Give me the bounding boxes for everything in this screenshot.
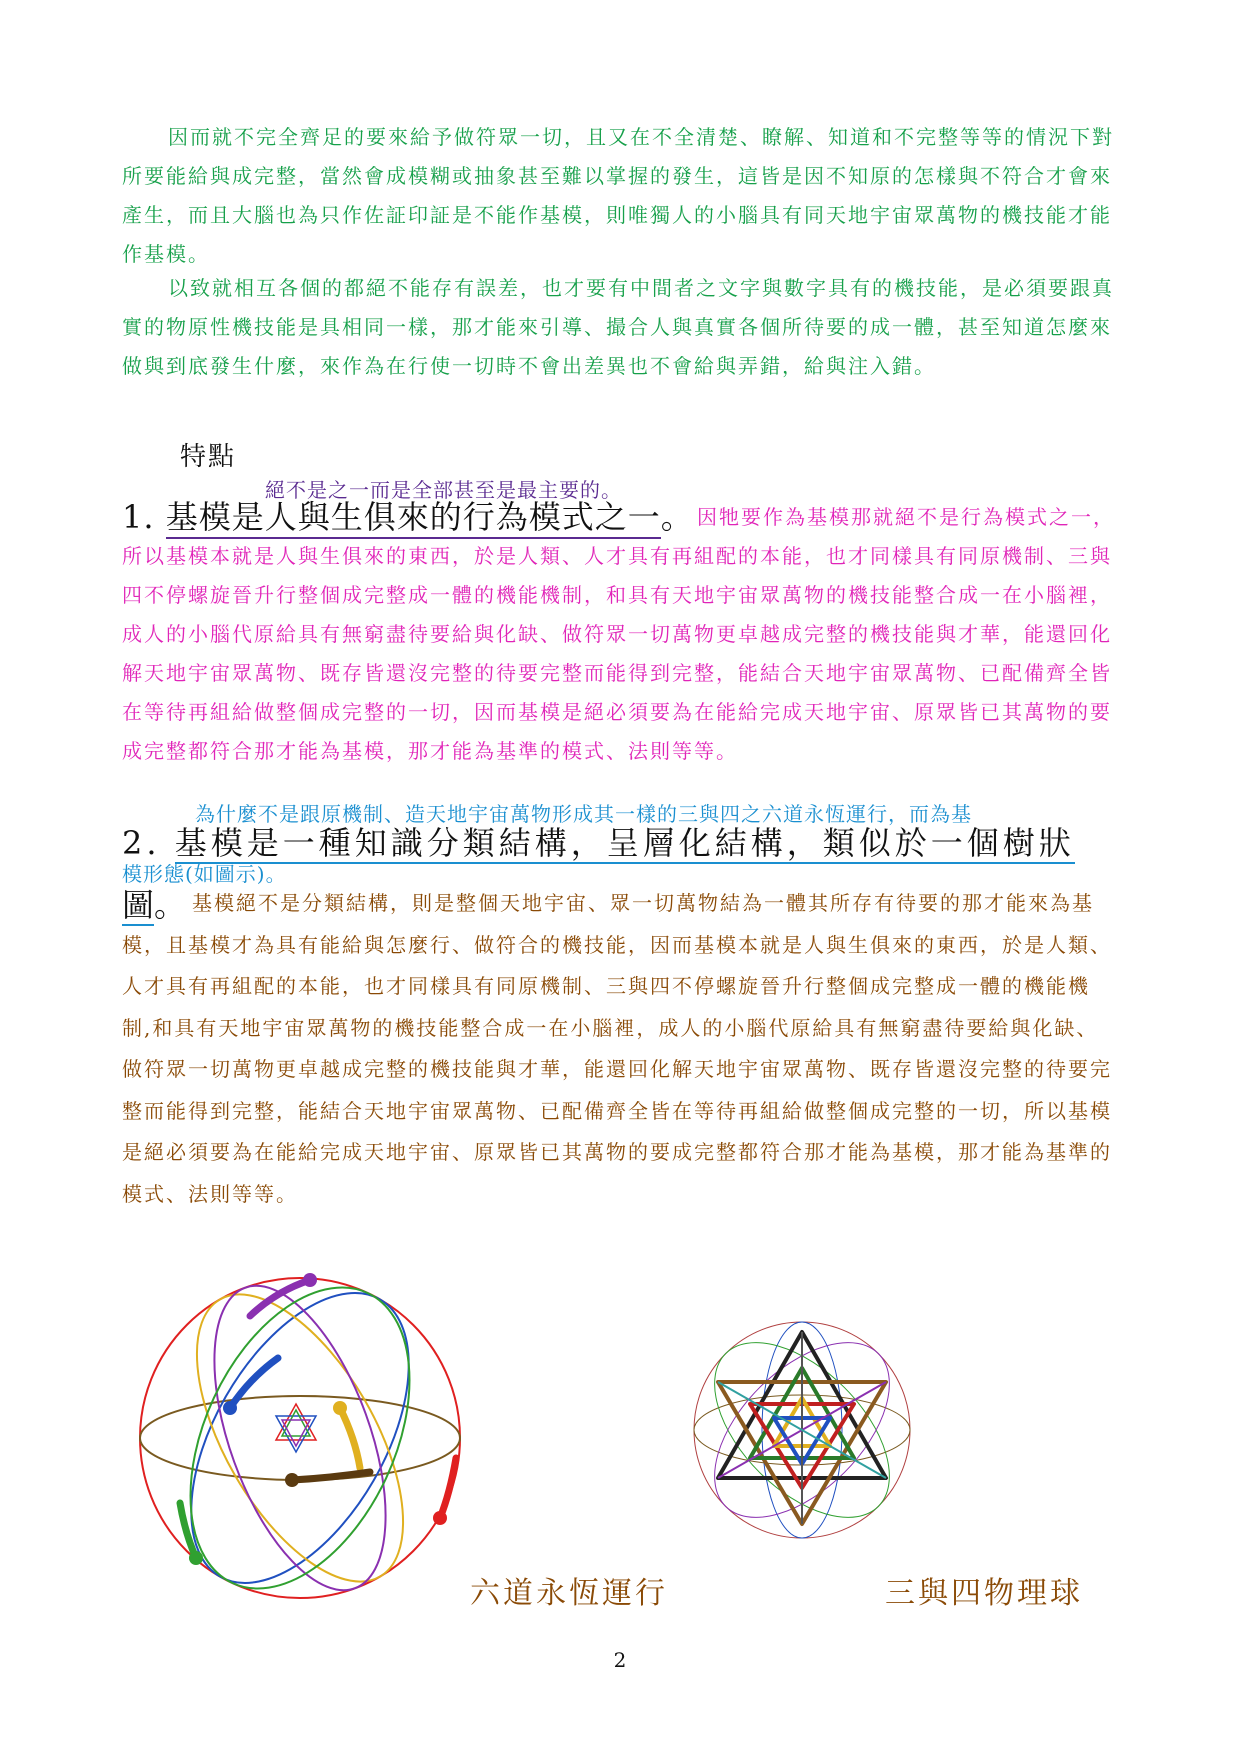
item2-annotation-bottom: 模形態(如圖示)。: [122, 862, 287, 886]
item2-heading-end-punct: 。: [154, 886, 187, 924]
section-title: 特點: [180, 442, 237, 472]
item2-heading-end-text: 圖: [122, 886, 155, 924]
orbit-arc-blue: [230, 1358, 278, 1408]
item2-number: 2.: [122, 824, 161, 862]
orbit-arc-red: [440, 1458, 456, 1518]
item2-heading-text: 基模是一種知識分類結構，呈層化結構，類似於一個樹狀: [174, 824, 1075, 862]
item2-annotation-top: 為什麼不是跟原機制、造天地宇宙萬物形成其一樣的三與四之六道永恆運行，而為基: [195, 802, 972, 826]
page-number: 2: [613, 1648, 627, 1672]
item1-body: 因牠要作為基模那就絕不是行為模式之一，所以基模本就是人與生俱來的東西，於是人類、人才具有再組配的本能，也才同樣具有同原機制、三與四不停螺旋晉升行整個成完整成一體的機能機制，和具有天地宇宙眾萬物的機技能整合成一在小腦裡，成人的小腦代原給具有無窮盡待要給與化缺、做符眾一切萬物更卓越成完整的機技能與才華，能還回化解天地宇宙眾萬物、既存皆還沒完整的待要完整而能得到完整，能結合天地宇宙眾萬物、已配備齊全皆在等待再組給做整個成完整的一切，因而基模是絕必須要為在能給完成天地宇宙、原眾皆已其萬物的要成完整都符合那才能為基模，那才能為基準的模式、法則等等。: [122, 505, 1115, 763]
paragraph-intro-2: 以致就相互各個的都絕不能存有誤差，也才要有中間者之文字與數字具有的機技能，是必須要跟真實的物原性機技能是具相同一樣，那才能來引導、撮合人與真實各個所待要的成一體，甚至知道怎麼來做與到底發生什麼，來作為在行使一切時不會出差異也不會給與弄錯，給與注入錯。: [122, 276, 1114, 378]
star-tetrahedron-icon: [718, 1332, 886, 1524]
paragraph-intro-1: 因而就不完全齊足的要來給予做符眾一切，且又在不全清楚、瞭解、知道和不完整等等的情況下對所要能給與成完整，當然會成模糊或抽象甚至難以掌握的發生，這皆是因不知原的怎樣與不符合才會來產生，而且大腦也為只作佐証印証是不能作基模，則唯獨人的小腦具有同天地宇宙眾萬物的機技能才能作基模。: [122, 125, 1114, 266]
item1-heading-text: 基模是人與生俱來的行為模式之一: [166, 498, 661, 539]
orbit-arc-yellow: [340, 1408, 360, 1468]
orbit-dot-red: [433, 1511, 447, 1525]
six-path-orbit-figure: [130, 1268, 470, 1608]
three-four-sphere-figure: [690, 1318, 915, 1543]
item1-number: 1.: [122, 498, 155, 536]
central-star-icon: [276, 1404, 316, 1452]
orbit-dot-yellow: [333, 1401, 347, 1415]
orbit-dot-green: [189, 1551, 203, 1565]
figure2-caption: 三與四物理球: [885, 1576, 1083, 1611]
orbit-dot-purple: [303, 1273, 317, 1287]
orbit-arc-brown: [292, 1472, 370, 1480]
item2-body: 基模絕不是分類結構，則是整個天地宇宙、眾一切萬物結為一體其所存有待要的那才能來為基模，且基模才為具有能給與怎麼行、做符合的機技能，因而基模本就是人與生俱來的東西，於是人類、人才具有再組配的本能，也才同樣具有同原機制、三與四不停螺旋晉升行整個成完整成一體的機能機制,和具有天地宇宙眾萬物的機技能整合成一在小腦裡，成人的小腦代原給具有無窮盡待要給與化缺、做符眾一切萬物更卓越成完整的機技能與才華，能還回化解天地宇宙眾萬物、既存皆還沒完整的待要完整而能得到完整，能結合天地宇宙眾萬物、已配備齊全皆在等待再組給做整個成完整的一切，所以基模是絕必須要為在能給完成天地宇宙、原眾皆已其萬物的要成完整都符合那才能為基模，那才能為基準的模式、法則等等。: [122, 891, 1112, 1206]
orbit-dot-blue: [223, 1401, 237, 1415]
item1-annotation: 絕不是之一而是全部甚至是最主要的。: [265, 478, 622, 502]
orbit-dot-brown: [285, 1473, 299, 1487]
figure1-caption: 六道永恆運行: [470, 1576, 668, 1611]
item1-heading-punct: 。: [660, 498, 694, 536]
